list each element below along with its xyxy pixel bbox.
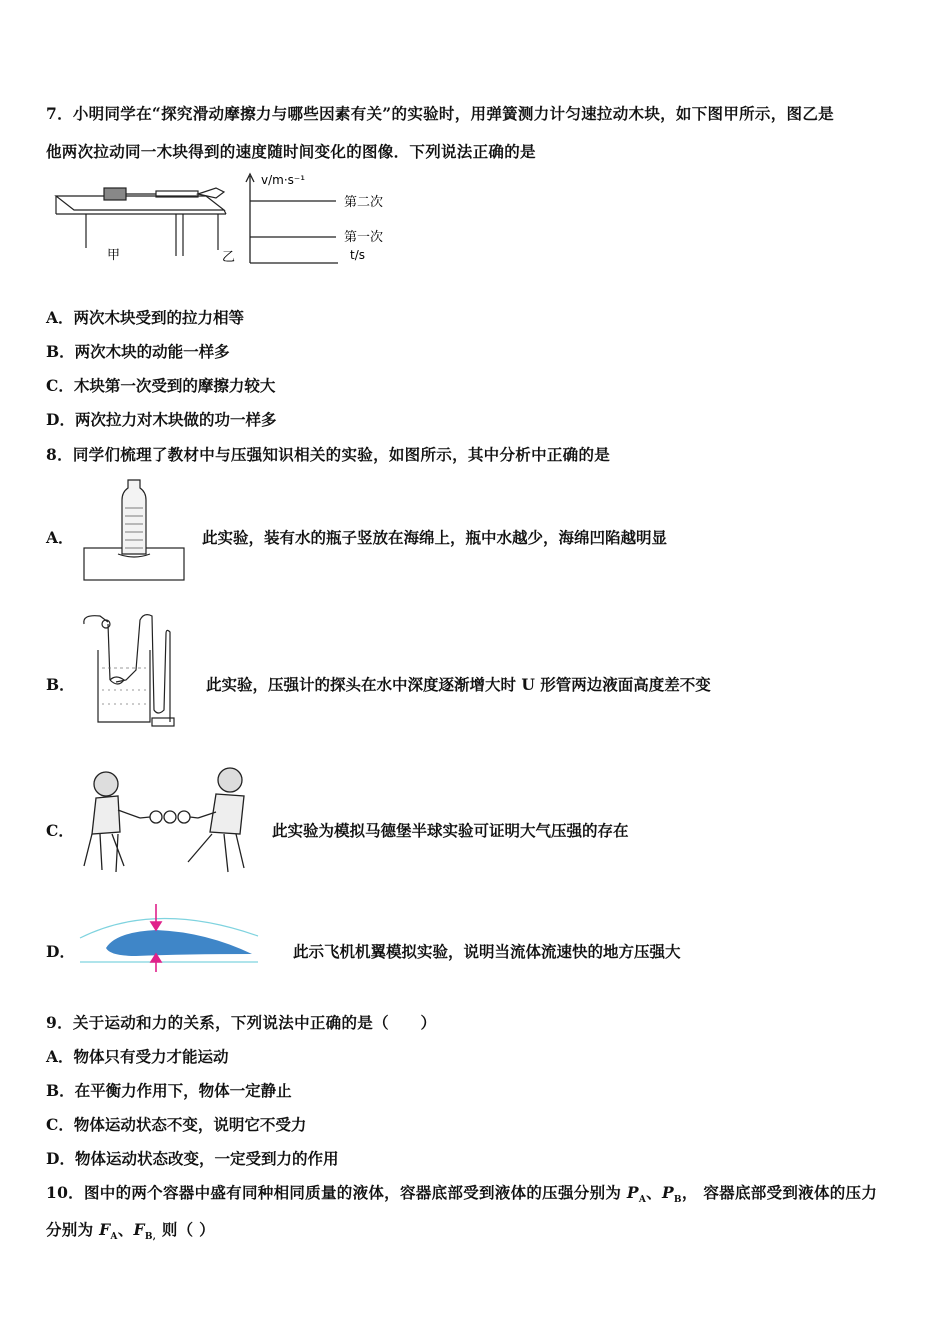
q10-pA-sub: A <box>638 1195 647 1206</box>
q10-text-d: 则（ ） <box>156 1220 215 1239</box>
q7-figure <box>46 168 406 273</box>
q10-text-b: ， 容器底部受到液体的压力 <box>681 1183 878 1202</box>
q8-option-b-letter: B． <box>46 675 75 694</box>
q9-option-b: B．在平衡力作用下，物体一定静止 <box>46 1081 292 1100</box>
q10-text-a: 10．图中的两个容器中盛有同种相同质量的液体，容器底部受到液体的压强分别为 <box>46 1183 627 1202</box>
q8-option-c-text: 此实验为模拟马德堡半球实验可证明大气压强的存在 <box>272 821 629 840</box>
q7-option-a: A．两次木块受到的拉力相等 <box>46 308 245 327</box>
q8-option-a-letter: A． <box>46 528 74 547</box>
wing-model-figure <box>76 896 266 978</box>
q8-option-d-text: 此示飞机机翼模拟实验，说明当流体流速快的地方压强大 <box>293 942 681 961</box>
q10-fB: F <box>133 1220 145 1239</box>
q7-option-d: D．两次拉力对木块做的功一样多 <box>46 410 277 429</box>
q8-option-c-letter: C． <box>46 821 74 840</box>
series-label-first: 第一次 <box>344 230 384 245</box>
q10-stem-line2 <box>46 1218 215 1242</box>
magdeburg-hemisphere-figure <box>78 762 258 882</box>
q10-pB-sub: B <box>673 1195 682 1206</box>
q8-option-b-text: 此实验，压强计的探头在水中深度逐渐增大时 U 形管两边液面高度差不变 <box>206 675 711 694</box>
q7-stem-line2: 他两次拉动同一木块得到的速度随时间变化的图像．下列说法正确的是 <box>46 142 536 161</box>
q10-pA: P <box>626 1183 639 1202</box>
q8-stem: 8．同学们梳理了教材中与压强知识相关的实验，如图所示，其中分析中正确的是 <box>46 445 611 464</box>
q10-stem-line1 <box>46 1181 877 1205</box>
wing-shape <box>106 930 252 956</box>
table-drawing <box>56 188 226 256</box>
pressure-gauge-figure <box>80 610 190 734</box>
q10-sep1: 、 <box>646 1183 662 1202</box>
x-axis-label: t/s <box>350 248 365 262</box>
q8-option-a-text: 此实验，装有水的瓶子竖放在海绵上，瓶中水越少，海绵凹陷越明显 <box>202 528 668 547</box>
q10-fA: F <box>99 1220 111 1239</box>
q10-fA-sub: A <box>110 1232 118 1243</box>
y-axis-label: v/m·s⁻¹ <box>261 173 306 187</box>
q10-sep2: 、 <box>117 1220 134 1239</box>
series-label-second: 第二次 <box>344 195 384 210</box>
q10-pB: P <box>661 1183 674 1202</box>
q10-fB-sub: B, <box>144 1232 157 1243</box>
q10-text-c: 分别为 <box>46 1220 100 1239</box>
fig-label-yi: 乙 <box>222 250 236 265</box>
q8-option-d-letter: D． <box>46 942 75 961</box>
fig-label-jia: 甲 <box>107 248 121 263</box>
q9-stem: 9．关于运动和力的关系，下列说法中正确的是（ ） <box>46 1013 437 1032</box>
q7-option-b: B．两次木块的动能一样多 <box>46 342 230 361</box>
q9-option-c: C．物体运动状态不变，说明它不受力 <box>46 1115 307 1134</box>
v-t-graph <box>246 174 338 263</box>
q7-stem-line1: 7．小明同学在“探究滑动摩擦力与哪些因素有关”的实验时，用弹簧测力计匀速拉动木块，如下图甲所示，图乙是 <box>46 104 834 123</box>
q9-option-d: D．物体运动状态改变，一定受到力的作用 <box>46 1149 339 1168</box>
q7-option-c: C．木块第一次受到的摩擦力较大 <box>46 376 276 395</box>
q9-option-a: A．物体只有受力才能运动 <box>46 1047 229 1066</box>
bottle-on-sponge-figure <box>82 478 188 582</box>
